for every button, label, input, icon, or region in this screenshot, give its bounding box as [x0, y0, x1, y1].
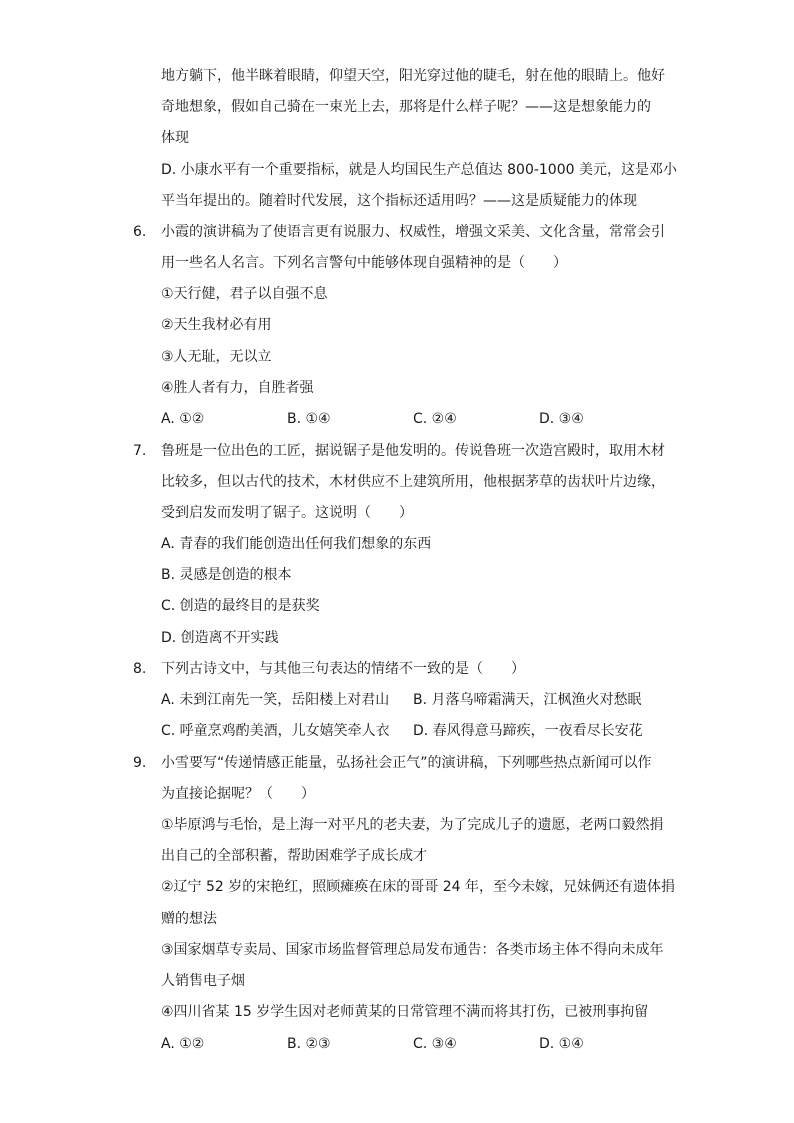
q7-option-b[interactable]: B. 灵感是创造的根本: [161, 567, 292, 583]
q8-option-c[interactable]: C. 呼童烹鸡酌美酒，儿女嬉笑牵人衣: [161, 723, 390, 739]
q5-option-d-line-2: 平当年提出的。随着时代发展，这个指标还适用吗？——这是质疑能力的体现: [161, 193, 637, 209]
q9-option-d[interactable]: D. ①④: [539, 1036, 584, 1052]
q9-stem-line-1: 小雪要写“传递情感正能量，弘扬社会正气”的演讲稿，下列哪些热点新闻可以作: [161, 755, 652, 771]
q8-number: 8.: [133, 661, 147, 677]
q7-stem-line-2: 比较多，但以古代的技术，木材供应不上建筑所用，他根据茅草的齿状叶片边缘，: [161, 474, 665, 490]
q6-option-b[interactable]: B. ①④: [287, 411, 331, 427]
q6-option-c[interactable]: C. ②④: [413, 411, 457, 427]
q8-option-a[interactable]: A. 未到江南先一笑，岳阳楼上对君山: [161, 692, 390, 708]
q6-stem-line-1: 小霞的演讲稿为了使语言更有说服力、权威性，增强文采美、文化含量，常常会引: [161, 224, 665, 240]
q7-stem-line-1: 鲁班是一位出色的工匠，据说锯子是他发明的。传说鲁班一次造宫殿时，取用木材: [161, 443, 665, 459]
q6-number: 6.: [133, 224, 147, 240]
q9-item-4: ④四川省某 15 岁学生因对老师黄某的日常管理不满而将其打伤，已被刑事拘留: [161, 1004, 649, 1020]
q6-item-4: ④胜人者有力，自胜者强: [161, 380, 314, 396]
q9-item-3-line-1: ③国家烟草专卖局、国家市场监督管理总局发布通告：各类市场主体不得向未成年: [161, 942, 664, 958]
q6-option-d[interactable]: D. ③④: [539, 411, 584, 427]
q8-stem: 下列古诗文中，与其他三句表达的情绪不一致的是（ ）: [161, 661, 525, 677]
q9-option-b[interactable]: B. ②③: [287, 1036, 331, 1052]
q5-text-line-2: 奇地想象，假如自己骑在一束光上去，那将是什么样子呢？——这是想象能力的: [161, 99, 651, 115]
q9-item-1-line-2: 出自己的全部积蓄，帮助困难学子成长成才: [161, 848, 427, 864]
q8-option-b[interactable]: B. 月落乌啼霜满天，江枫渔火对愁眠: [413, 692, 642, 708]
q9-item-1-line-1: ①毕原鸿与毛怡，是上海一对平凡的老夫妻，为了完成儿子的遗愿，老两口毅然捐: [161, 817, 664, 833]
q9-number: 9.: [133, 755, 147, 771]
q7-option-d[interactable]: D. 创造离不开实践: [161, 630, 279, 646]
q6-option-a[interactable]: A. ①②: [161, 411, 205, 427]
q5-option-d-line-1: D. 小康水平有一个重要指标，就是人均国民生产总值达 800-1000 美元，这是邓小: [161, 162, 677, 178]
q9-item-3-line-2: 人销售电子烟: [161, 973, 245, 989]
q6-item-3: ③人无耻，无以立: [161, 349, 272, 365]
q7-number: 7.: [133, 443, 147, 459]
q5-text-line-1: 地方躺下，他半眯着眼睛，仰望天空，阳光穿过他的睫毛，射在他的眼睛上。他好: [161, 68, 665, 84]
q9-item-2-line-2: 赠的想法: [161, 911, 217, 927]
q9-item-2-line-1: ②辽宁 52 岁的宋艳红，照顾瘫痪在床的哥哥 24 年，至今未嫁，兄妹俩还有遗体捐: [161, 879, 675, 895]
q6-stem-line-2: 用一些名人名言。下列名言警句中能够体现自强精神的是（ ）: [161, 255, 567, 271]
q6-item-1: ①天行健，君子以自强不息: [161, 286, 328, 302]
q8-option-d[interactable]: D. 春风得意马蹄疾，一夜看尽长安花: [413, 723, 643, 739]
q7-stem-line-3: 受到启发而发明了锯子。这说明（ ）: [161, 505, 413, 521]
q9-option-a[interactable]: A. ①②: [161, 1036, 205, 1052]
q7-option-a[interactable]: A. 青春的我们能创造出任何我们想象的东西: [161, 536, 432, 552]
q7-option-c[interactable]: C. 创造的最终目的是获奖: [161, 598, 320, 614]
q5-text-line-3: 体现: [161, 130, 189, 146]
q9-stem-line-2: 为直接论据呢？（ ）: [161, 786, 315, 802]
q6-item-2: ②天生我材必有用: [161, 317, 272, 333]
q9-option-c[interactable]: C. ③④: [413, 1036, 457, 1052]
